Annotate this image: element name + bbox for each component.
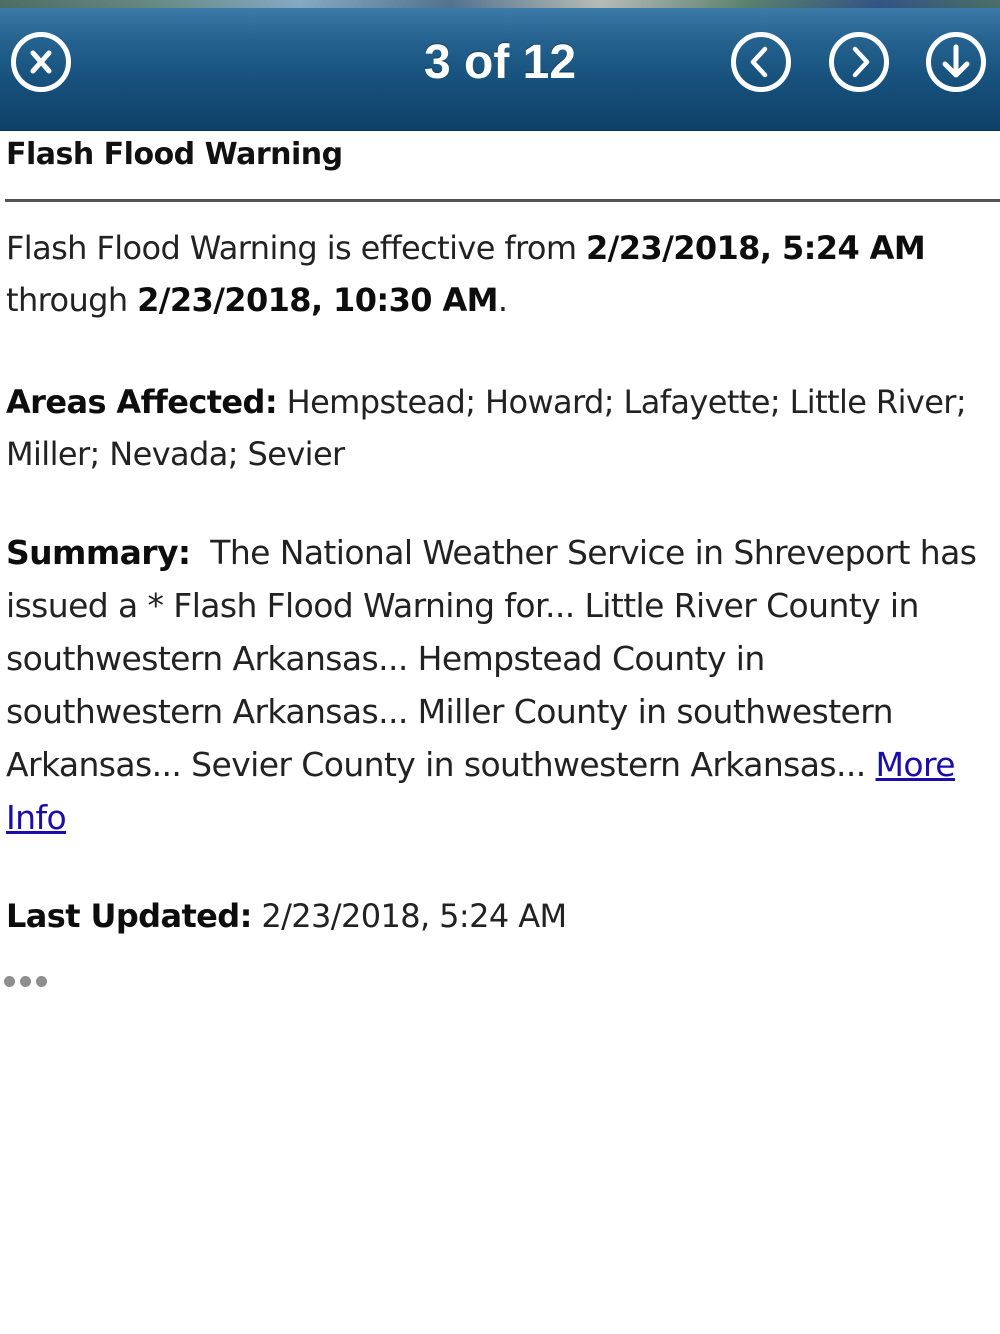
areas-value: Hempstead; Howard; Lafayette; Little River; Miller; Nevada; Sevier [6, 383, 967, 473]
ellipsis-dot [4, 976, 15, 987]
alert-title: Flash Flood Warning [6, 137, 343, 172]
more-info-link[interactable]: More Info [6, 745, 955, 837]
next-alert-button[interactable] [829, 32, 889, 92]
close-icon [16, 37, 66, 87]
chevron-right-icon [834, 37, 884, 87]
areas-affected [6, 376, 991, 480]
previous-alert-button[interactable] [731, 32, 791, 92]
effective-end: 2/23/2018, 10:30 AM [137, 281, 498, 319]
summary [6, 526, 991, 844]
alert-counter: 3 of 12 [423, 36, 577, 89]
last-updated-label: Last Updated: [6, 897, 252, 935]
alert-body [6, 222, 991, 988]
effective-suffix: . [497, 281, 508, 319]
background-photo-strip [0, 0, 1000, 8]
chevron-left-icon [736, 37, 786, 87]
ellipsis-icon[interactable] [4, 976, 52, 990]
ellipsis-dot [20, 976, 31, 987]
last-updated-value: 2/23/2018, 5:24 AM [251, 897, 567, 935]
effective-period [6, 222, 991, 326]
effective-middle: through [6, 281, 138, 319]
last-updated [6, 890, 991, 942]
summary-text: The National Weather Service in Shreveport has issued a * Flash Flood Warning for... Little River County in southwestern Arkansas... Hempstead County in southwestern Arkansas... Miller County in southwestern Arkansas... Sevier County in southwestern Arkansas... [6, 533, 987, 784]
navigation-bar [0, 0, 1000, 130]
download-button[interactable] [926, 32, 986, 92]
title-divider [5, 199, 1000, 202]
summary-label: Summary: [6, 533, 191, 572]
arrow-down-icon [931, 37, 981, 87]
areas-label: Areas Affected: [6, 383, 278, 421]
ellipsis-dot [36, 976, 47, 987]
effective-start: 2/23/2018, 5:24 AM [586, 229, 926, 267]
close-button[interactable] [11, 32, 71, 92]
effective-prefix: Flash Flood Warning is effective from [6, 229, 587, 267]
